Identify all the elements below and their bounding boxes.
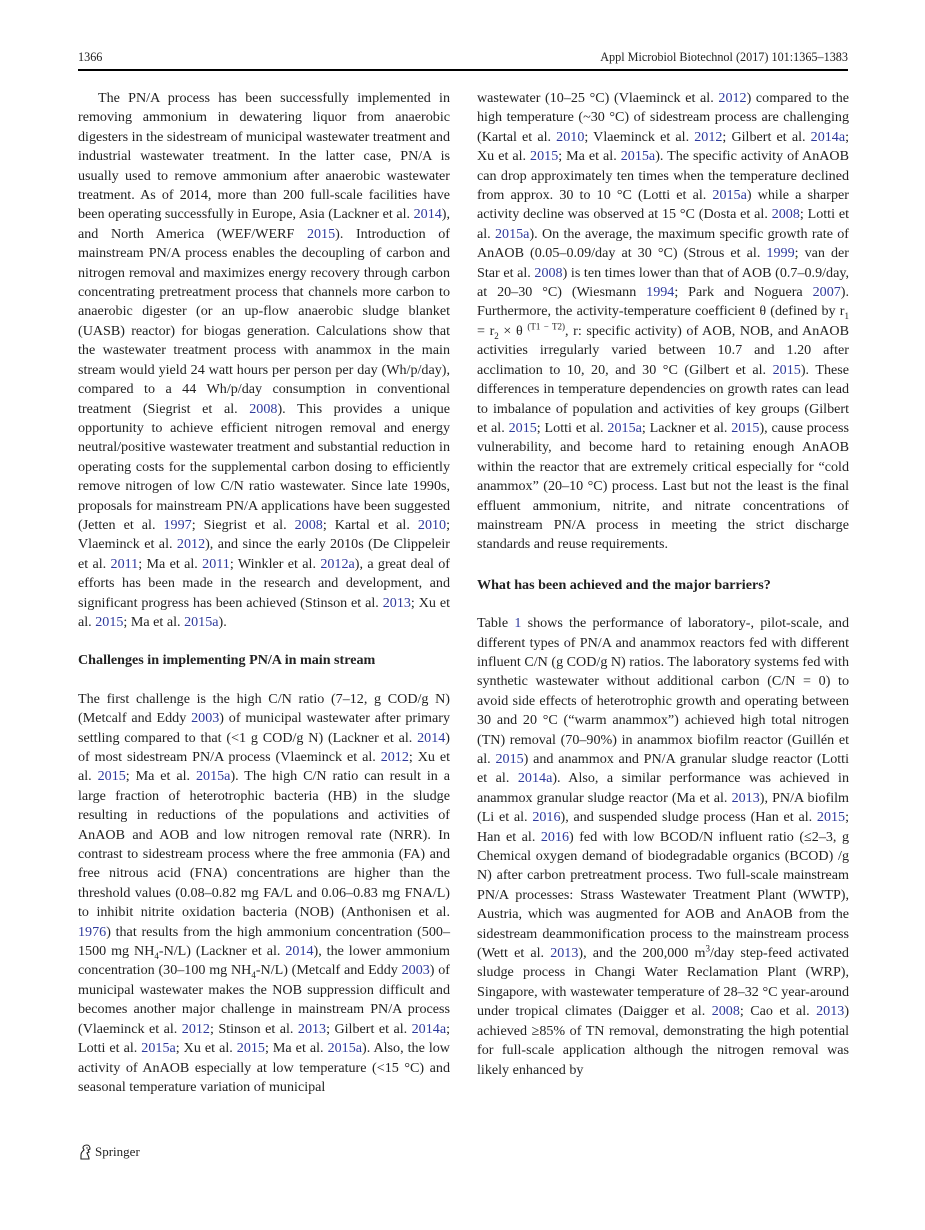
citation-link[interactable]: 2015a <box>141 1040 176 1057</box>
section-heading-achievements: What has been achieved and the major barriers? <box>477 576 771 593</box>
citation-link[interactable]: 2013 <box>550 945 579 962</box>
right-column <box>477 89 849 1080</box>
citation-link[interactable]: 2013 <box>382 594 411 611</box>
journal-citation: Appl Microbiol Biotechnol (2017) 101:1365–1383 <box>600 50 848 64</box>
citation-link[interactable]: 2012a <box>320 555 355 572</box>
citation-link[interactable]: 2015a <box>712 187 747 204</box>
citation-link[interactable]: 2008 <box>771 206 800 223</box>
citation-link[interactable]: 2015 <box>772 361 801 378</box>
table-link[interactable]: 1 <box>514 615 522 632</box>
citation-link[interactable]: 2016 <box>532 809 561 826</box>
citation-link[interactable]: 2014 <box>285 943 314 960</box>
citation-link[interactable]: 2012 <box>181 1020 210 1037</box>
citation-link[interactable]: 2003 <box>401 962 430 979</box>
citation-link[interactable]: 2010 <box>556 128 585 145</box>
citation-link[interactable]: 2008 <box>249 400 278 417</box>
paragraph-achievements: Table 1 shows the performance of laboratory-, pilot-scale, and different types of PN/A and anammox reactors fed with different influent C/N (g COD/g N) ratios. The laboratory systems fed with synthetic wastewater without additional carbon (C/N = 0) to avoid side effects of heterotrophic growth and operating between 30 and 20 °C (“warm anammox”) achieved high total nitrogen (TN) removal (70–90%) in anammox biofilm reactor (Guillén et al. 2015) and anammox and PN/A granular sludge reactor (Lotti et al. 2014a). Also, a similar performance was achieved in anammox granular sludge reactor (Ma et al. 2013), PN/A biofilm (Li et al. 2016), and suspended sludge process (Han et al. 2015; Han et al. 2016) fed with low BCOD/N influent ratio (≤2–3, g Chemical oxygen demand of biodegradable organics (BCOD) /g N) after carbon pretreatment process. Two full-scale mainstream PN/A processes: Strass Wastewater Treatment Plant (WWTP), Austria, which was augmented for AOB and AnAOB from the sidestream deammonification process to the mainstream process (Wett et al. 2013), and the 200,000 $m^3$/day step-feed activated sludge process in Changi Water Reclamation Plant (WRP), Singapore, with wastewater temperature of 28–32 °C year-around under tropical climates (Daigger et al. 2008; Cao et al. 2013) achieved ≥85% of TN removal, demonstrating the high potential for full-scale application although the nitrogen removal was likely enhanced by <box>477 615 850 1078</box>
citation-link[interactable]: 2015 <box>236 1040 265 1057</box>
citation-link[interactable]: 2008 <box>534 264 563 281</box>
citation-link[interactable]: 2015a <box>620 148 656 165</box>
citation-link[interactable]: 2015 <box>95 613 124 630</box>
citation-link[interactable]: 2013 <box>731 789 760 806</box>
left-column <box>78 89 450 1097</box>
citation-link[interactable]: 2015 <box>97 768 126 785</box>
citation-link[interactable]: 2015 <box>530 148 559 165</box>
citation-link[interactable]: 2011 <box>110 555 139 572</box>
citation-link[interactable]: 2015 <box>495 751 524 767</box>
citation-link[interactable]: 1976 <box>78 923 107 940</box>
citation-link[interactable]: 2003 <box>191 710 220 727</box>
citation-link[interactable]: 2012 <box>176 536 206 553</box>
citation-link[interactable]: 1999 <box>766 245 795 262</box>
citation-link[interactable]: 1994 <box>646 284 675 301</box>
citation-link[interactable]: 2014 <box>413 206 442 223</box>
springer-knight-icon <box>78 1144 92 1160</box>
citation-link[interactable]: 2015a <box>184 613 219 630</box>
citation-link[interactable]: 2010 <box>417 516 447 533</box>
page-footer <box>78 1144 140 1160</box>
citation-link[interactable]: 2015a <box>327 1040 363 1057</box>
citation-link[interactable]: 2014a <box>517 770 553 787</box>
paragraph-challenges: The first challenge is the high C/N ratio (7–12, g COD/g N) (Metcalf and Eddy 2003) of municipal wastewater after primary settling compared to that (<1 g COD/g N) (Lackner et al. 2014) of most sidestream PN/A process (Vlaeminck et al. 2012; Xu et al. 2015; Ma et al. 2015a). The high C/N ratio can result in a large fraction of heterotrophic bacteria (HB) in the sludge resulting in reductions of the populations and activities of AnAOB and AOB and low nitrogen removal rate (NRR). In contrast to sidestream process where the free ammonia (FA) and free nitrous acid (FNA) concentrations are higher than the threshold values (0.08–0.82 mg FA/L and 0.06–0.83 mg FNA/L) to inhibit nitrite oxidation bacteria (NOB) (Anthonisen et al. 1976) that results from the high ammonium concentration (500–1500 mg $NH_4-N/L$) (Lackner et al. 2014), the lower ammonium concentration (30–100 mg $NH_4-N/L$) (Metcalf and Eddy 2003) of municipal wastewater makes the NOB suppression difficult and becomes another major challenge in mainstream PN/A process (Vlaeminck et al. 2012; Stinson et al. 2013; Gilbert et al. 2014a; Lotti et al. 2015a; Xu et al. 2015; Ma et al. 2015a). Also, the low activity of AnAOB especially at low temperature (<15 °C) and seasonal temperature variation of municipal <box>78 690 451 1095</box>
citation-link[interactable]: 2008 <box>294 516 323 533</box>
citation-link[interactable]: 2015 <box>306 225 336 242</box>
citation-link[interactable]: 1997 <box>163 516 192 533</box>
citation-link[interactable]: 2012 <box>718 90 747 106</box>
citation-link[interactable]: 2011 <box>202 555 230 572</box>
paragraph-temperature: wastewater (10–25 °C) (Vlaeminck et al. 2012) compared to the high temperature (~30 °C) of sidestream process are challenging (Kartal et al. 2010; Vlaeminck et al. 2012; Gilbert et al. 2014a; Xu et al. 2015; Ma et al. 2015a). The specific activity of AnAOB can drop approximately ten times when the temperature declined from approx. 30 to 10 °C (Lotti et al. 2015a) while a sharper activity decline was observed at 15 °C (Dosta et al. 2008; Lotti et al. 2015a). On the average, the maximum specific growth rate of AnAOB (0.05–0.09/day at 30 °C) (Strous et al. 1999; van der Star et al. 2008) is ten times lower than that of AOB (0.7–0.9/day, at 20–30 °C) (Wiesmann 1994; Park and Noguera 2007). Furthermore, the activity-temperature coefficient θ (defined by $r_1 = r_2 \times \theta$ $^{(T1 - T2)}$, r: specific activity) of AOB, NOB, and AnAOB activities irregularly varied between 10.7 and 1.20 after acclimation to 10, 20, and 30 °C (Gilbert et al. 2015). These differences in temperature dependencies on growth rates can lead to imbalance of population and activities of key groups (Gilbert et al. 2015; Lotti et al. 2015a; Lackner et al. 2015), cause process vulnerability, and become hard to retaining enough AnAOB within the reactor that are extremely critical especially for “cold anammox” (20–10 °C) process. Last but not the least is the final effluent ammonium, nitrite, and nitrate concentrations of mainstream PN/A process in meeting the strict discharge standards and reuse requirements. <box>477 90 850 553</box>
citation-link[interactable]: 2013 <box>816 1003 845 1020</box>
citation-link[interactable]: 2014a <box>411 1020 447 1037</box>
page-number: 1366 <box>78 50 103 64</box>
citation-link[interactable]: 2013 <box>297 1020 327 1037</box>
citation-link[interactable]: 2015 <box>816 809 846 826</box>
citation-link[interactable]: 2014 <box>417 729 446 746</box>
citation-link[interactable]: 2015a <box>494 225 530 242</box>
header-rule <box>78 69 848 71</box>
citation-link[interactable]: 2015 <box>508 419 537 436</box>
section-heading-challenges: Challenges in implementing PN/A in main stream <box>78 652 376 669</box>
citation-link[interactable]: 2012 <box>694 128 723 145</box>
paragraph-pna-implementation: The PN/A process has been successfully implemented in removing ammonium in dewatering liquor from anaerobic digesters in the sidestream of municipal wastewater treatment and industrial wastewater treatment. In the latter case, PN/A is usually used to remove ammonium after anaerobic wastewater treatment. As of 2014, more than 200 full-scale facilities have been operating successfully in Europe, Asia (Lackner et al. 2014), and North America (WEF/WERF 2015). Introduction of mainstream PN/A process enables the decoupling of carbon and nitrogen removal and maximizes energy recovery through carbon concentrating pretreatment process that channels more carbon to anaerobic digester (or an up-flow anaerobic sludge blanket (UASB) reactor) for biogas generation. Calculations show that the wastewater treatment process with anammox in the main stream would yield 24 watt hours per person per day (Wh/p/day), compared to a 44 Wh/p/day consumption in conventional treatment (Siegrist et al. 2008). This provides a unique opportunity to achieve efficient nitrogen removal and energy neutral/positive wastewater treatment and substantial reduction in operating costs for the supplemental carbon dosing to efficiently remove nitrogen of low C/N ratio wastewater. Since late 1990s, proposals for mainstream PN/A applications have been suggested (Jetten et al. 1997; Siegrist et al. 2008; Kartal et al. 2010; Vlaeminck et al. 2012), and since the early 2010s (De Clippeleir et al. 2011; Ma et al. 2011; Winkler et al. 2012a), a great deal of efforts has been made in the research and development, and significant progress has been achieved (Stinson et al. 2013; Xu et al. 2015; Ma et al. 2015a). <box>78 90 451 630</box>
citation-link[interactable]: 2015 <box>731 419 760 436</box>
running-header <box>78 50 848 68</box>
citation-link[interactable]: 2007 <box>812 284 841 301</box>
citation-link[interactable]: 2015a <box>607 419 642 436</box>
citation-link[interactable]: 2008 <box>711 1003 740 1020</box>
citation-link[interactable]: 2014a <box>810 128 846 145</box>
publisher-name: Springer <box>95 1144 140 1159</box>
citation-link[interactable]: 2016 <box>540 828 570 845</box>
citation-link[interactable]: 2015a <box>195 768 231 785</box>
citation-link[interactable]: 2012 <box>380 749 409 765</box>
